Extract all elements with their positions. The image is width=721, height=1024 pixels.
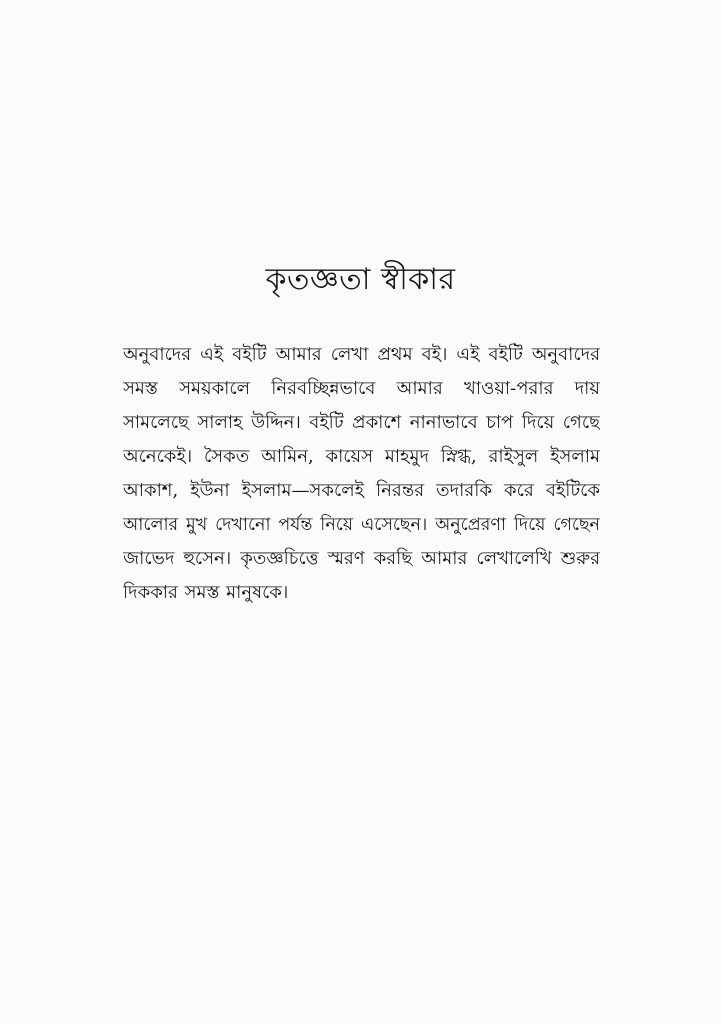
paragraph-line: অনেকেই। সৈকত আমিন, কায়েস মাহমুদ স্নিগ্ধ, রাইসুল ইসলাম	[123, 446, 600, 467]
paragraph-line: জাভেদ হুসেন। কৃতজ্ঞচিত্তে স্মরণ করছি আমার লেখালেখি শুরুর	[123, 548, 600, 569]
paragraph-line: সমস্ত সময়কালে নিরবচ্ছিন্নভাবে আমার খাওয়া-পরার দায়	[123, 378, 600, 399]
paragraph-line: অনুবাদের এই বইটি আমার লেখা প্রথম বই। এই বইটি অনুবাদের	[123, 344, 600, 365]
paragraph-line: সামলেছে সালাহ উদ্দিন। বইটি প্রকাশে নানাভাবে চাপ দিয়ে গেছে	[123, 412, 600, 433]
acknowledgement-paragraph	[123, 338, 600, 618]
paragraph-line: আকাশ, ইউনা ইসলাম—সকলেই নিরন্তর তদারকি করে বইটিকে	[123, 480, 600, 501]
paragraph-line: আলোর মুখ দেখানো পর্যন্ত নিয়ে এসেছেন। অনুপ্রেরণা দিয়ে গেছেন	[123, 515, 600, 535]
page-title: কৃতজ্ঞতা স্বীকার	[265, 262, 456, 297]
paragraph-line: দিককার সমস্ত মানুষকে।	[123, 582, 289, 603]
